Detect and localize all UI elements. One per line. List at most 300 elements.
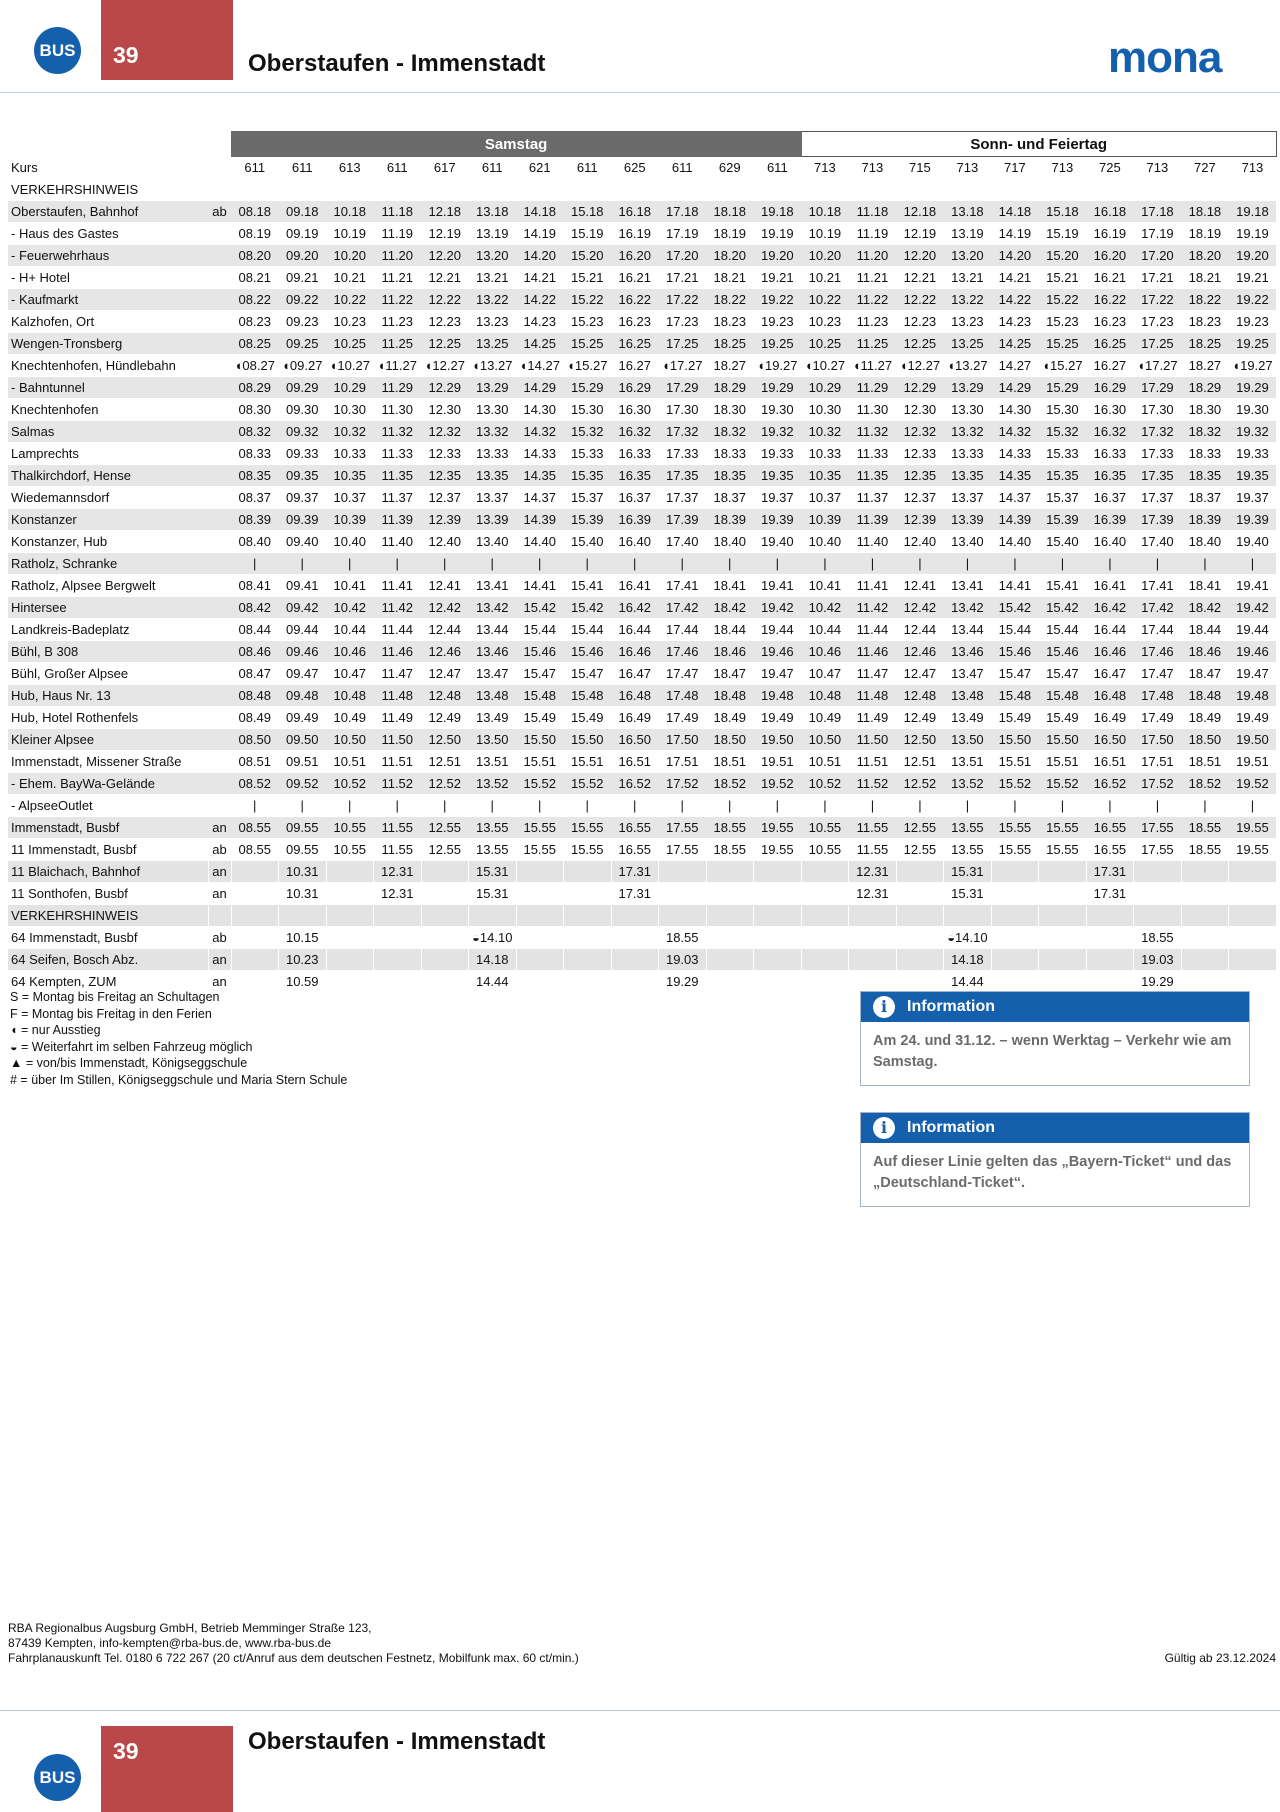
connection-time bbox=[231, 905, 279, 927]
departure-time: 13.37 bbox=[944, 487, 992, 509]
departure-time: 14.29 bbox=[516, 377, 564, 399]
departure-time: 11.37 bbox=[849, 487, 897, 509]
departure-time: 17.22 bbox=[659, 289, 707, 311]
departure-time: 10.55 bbox=[326, 817, 374, 839]
departure-time: 11.47 bbox=[374, 663, 422, 685]
ab-an-cell bbox=[208, 597, 231, 619]
departure-time: 11.32 bbox=[374, 421, 422, 443]
connection-time: 17.31 bbox=[1086, 861, 1134, 883]
departure-time: 15.47 bbox=[1039, 663, 1087, 685]
departure-time: 18.27 bbox=[706, 355, 754, 377]
departure-time: 10.42 bbox=[326, 597, 374, 619]
departure-time: 10.50 bbox=[801, 729, 849, 751]
stop-name: Ratholz, Alpsee Bergwelt bbox=[8, 575, 208, 597]
departure-time: 17.18 bbox=[1134, 201, 1182, 223]
kurs-number: 611 bbox=[374, 157, 422, 179]
departure-time: 15.42 bbox=[1039, 597, 1087, 619]
connection-time bbox=[801, 905, 849, 927]
departure-time: 15.29 bbox=[564, 377, 612, 399]
connection-time: 16.55 bbox=[1086, 839, 1134, 861]
verkehrshinweis-row bbox=[8, 179, 1276, 201]
ab-an-cell bbox=[208, 905, 231, 927]
legend-item: ▲ = von/bis Immenstadt, Königseggschule bbox=[10, 1056, 248, 1070]
info-text: Am 24. und 31.12. – wenn Werktag – Verkehr wie am Samstag. bbox=[873, 1033, 1232, 1070]
connection-time: 17.55 bbox=[1134, 839, 1182, 861]
connection-time bbox=[659, 861, 707, 883]
stop-row bbox=[8, 377, 1276, 399]
connection-time: 10.31 bbox=[279, 861, 327, 883]
departure-time: 09.52 bbox=[279, 773, 327, 795]
departure-time: 10.48 bbox=[326, 685, 374, 707]
departure-time: 15.25 bbox=[564, 333, 612, 355]
departure-time: 14.41 bbox=[991, 575, 1039, 597]
stop-name: Knechtenhofen bbox=[8, 399, 208, 421]
departure-time: 13.30 bbox=[944, 399, 992, 421]
departure-time: | bbox=[754, 795, 802, 817]
departure-time: 19.30 bbox=[754, 399, 802, 421]
departure-time: 13.52 bbox=[469, 773, 517, 795]
departure-time: 14.25 bbox=[991, 333, 1039, 355]
empty-cell bbox=[1181, 179, 1229, 201]
departure-time: 19.33 bbox=[1229, 443, 1277, 465]
departure-time: 16.40 bbox=[1086, 531, 1134, 553]
departure-time: 18.49 bbox=[706, 707, 754, 729]
departure-time: 12.35 bbox=[421, 465, 469, 487]
stop-row bbox=[8, 553, 1276, 575]
departure-time: 13.21 bbox=[469, 267, 517, 289]
departure-time: 09.23 bbox=[279, 311, 327, 333]
mona-logo: mona bbox=[1108, 33, 1222, 82]
departure-time: 16.25 bbox=[1086, 333, 1134, 355]
departure-time: 18.47 bbox=[706, 663, 754, 685]
departure-time: 17.37 bbox=[659, 487, 707, 509]
ab-an-cell bbox=[208, 487, 231, 509]
departure-time: | bbox=[516, 795, 564, 817]
departure-time: 17.33 bbox=[1134, 443, 1182, 465]
connection-time bbox=[1039, 971, 1087, 993]
departure-time: 15.23 bbox=[1039, 311, 1087, 333]
departure-time: 11.25 bbox=[849, 333, 897, 355]
departure-time: 16.19 bbox=[1086, 223, 1134, 245]
departure-time: 13.46 bbox=[944, 641, 992, 663]
stop-row bbox=[8, 465, 1276, 487]
connection-time bbox=[1039, 861, 1087, 883]
departure-time: ◖09.27 bbox=[279, 355, 327, 377]
departure-time: 17.25 bbox=[659, 333, 707, 355]
departure-time: 13.25 bbox=[469, 333, 517, 355]
empty-cell bbox=[564, 179, 612, 201]
connection-time: 18.55 bbox=[1181, 839, 1229, 861]
departure-time: 11.21 bbox=[374, 267, 422, 289]
departure-time: 10.41 bbox=[326, 575, 374, 597]
stop-row bbox=[8, 729, 1276, 751]
departure-time: 10.30 bbox=[326, 399, 374, 421]
departure-time: 11.29 bbox=[374, 377, 422, 399]
departure-time: 09.37 bbox=[279, 487, 327, 509]
departure-time: ◖12.27 bbox=[896, 355, 944, 377]
stop-row bbox=[8, 355, 1276, 377]
stop-name: Kalzhofen, Ort bbox=[8, 311, 208, 333]
connection-time bbox=[896, 905, 944, 927]
departure-time: 17.46 bbox=[1134, 641, 1182, 663]
departure-time: 17.55 bbox=[1134, 817, 1182, 839]
departure-time: 18.21 bbox=[1181, 267, 1229, 289]
departure-time: 10.52 bbox=[326, 773, 374, 795]
departure-time: 14.33 bbox=[516, 443, 564, 465]
departure-time: | bbox=[991, 795, 1039, 817]
departure-time: 15.46 bbox=[991, 641, 1039, 663]
departure-time: 12.52 bbox=[421, 773, 469, 795]
connection-time: 19.03 bbox=[1134, 949, 1182, 971]
connection-time bbox=[1181, 905, 1229, 927]
stop-name: Lamprechts bbox=[8, 443, 208, 465]
departure-time: 13.35 bbox=[944, 465, 992, 487]
departure-time: 11.30 bbox=[849, 399, 897, 421]
departure-time: 15.21 bbox=[564, 267, 612, 289]
departure-time: | bbox=[611, 553, 659, 575]
departure-time: 08.51 bbox=[231, 751, 279, 773]
empty-cell bbox=[1229, 179, 1277, 201]
departure-time: 15.46 bbox=[564, 641, 612, 663]
connection-time: 15.55 bbox=[516, 839, 564, 861]
departure-time: 18.33 bbox=[706, 443, 754, 465]
departure-time: 11.51 bbox=[849, 751, 897, 773]
ab-an-cell: an bbox=[208, 861, 231, 883]
connection-time bbox=[849, 927, 897, 949]
departure-time: 10.22 bbox=[801, 289, 849, 311]
departure-time: 16.37 bbox=[611, 487, 659, 509]
departure-time: 09.19 bbox=[279, 223, 327, 245]
departure-time: 17.42 bbox=[659, 597, 707, 619]
departure-time: 12.35 bbox=[896, 465, 944, 487]
connection-time: 18.55 bbox=[659, 927, 707, 949]
departure-time: 13.49 bbox=[944, 707, 992, 729]
departure-time: 18.35 bbox=[706, 465, 754, 487]
departure-time: 16.55 bbox=[1086, 817, 1134, 839]
departure-time: 18.52 bbox=[706, 773, 754, 795]
departure-time: 19.48 bbox=[1229, 685, 1277, 707]
connection-time bbox=[896, 883, 944, 905]
departure-time: 19.52 bbox=[754, 773, 802, 795]
connection-time bbox=[516, 905, 564, 927]
departure-time: 09.51 bbox=[279, 751, 327, 773]
departure-time: 10.49 bbox=[801, 707, 849, 729]
departure-time: 18.40 bbox=[1181, 531, 1229, 553]
departure-time: 17.46 bbox=[659, 641, 707, 663]
departure-time: 12.48 bbox=[421, 685, 469, 707]
departure-time: | bbox=[801, 553, 849, 575]
connection-time bbox=[564, 861, 612, 883]
kurs-number: 717 bbox=[991, 157, 1039, 179]
ab-an-cell bbox=[208, 377, 231, 399]
departure-time: ◖11.27 bbox=[374, 355, 422, 377]
departure-time: 17.49 bbox=[1134, 707, 1182, 729]
departure-time: 17.48 bbox=[659, 685, 707, 707]
connection-row bbox=[8, 927, 1276, 949]
departure-time: 12.49 bbox=[421, 707, 469, 729]
departure-time: 15.52 bbox=[564, 773, 612, 795]
stop-row bbox=[8, 685, 1276, 707]
departure-time: 10.20 bbox=[326, 245, 374, 267]
connection-time bbox=[516, 883, 564, 905]
departure-time: 12.20 bbox=[896, 245, 944, 267]
connection-time bbox=[706, 883, 754, 905]
stop-row bbox=[8, 421, 1276, 443]
departure-time: 13.47 bbox=[944, 663, 992, 685]
kurs-number: 713 bbox=[801, 157, 849, 179]
empty-cell bbox=[326, 179, 374, 201]
legend-item: # = über Im Stillen, Königseggschule und Maria Stern Schule bbox=[10, 1072, 348, 1087]
departure-time: 11.51 bbox=[374, 751, 422, 773]
connection-time bbox=[1039, 927, 1087, 949]
connection-time bbox=[754, 927, 802, 949]
stop-name: Immenstadt, Missener Straße bbox=[8, 751, 208, 773]
departure-time: 19.37 bbox=[1229, 487, 1277, 509]
departure-time: 12.47 bbox=[896, 663, 944, 685]
departure-time: 15.21 bbox=[1039, 267, 1087, 289]
departure-time: 19.21 bbox=[754, 267, 802, 289]
departure-time: 19.42 bbox=[1229, 597, 1277, 619]
departure-time: 13.23 bbox=[944, 311, 992, 333]
departure-time: 17.52 bbox=[1134, 773, 1182, 795]
departure-time: 10.50 bbox=[326, 729, 374, 751]
departure-time: 16.29 bbox=[1086, 377, 1134, 399]
departure-time: 18.33 bbox=[1181, 443, 1229, 465]
connection-time: 15.55 bbox=[564, 839, 612, 861]
departure-time: | bbox=[1086, 795, 1134, 817]
departure-time: 19.39 bbox=[1229, 509, 1277, 531]
ab-an-cell bbox=[208, 399, 231, 421]
connection-time bbox=[754, 949, 802, 971]
departure-time: | bbox=[421, 795, 469, 817]
departure-time: 12.18 bbox=[896, 201, 944, 223]
departure-time: 18.25 bbox=[706, 333, 754, 355]
departure-time: 18.29 bbox=[1181, 377, 1229, 399]
connection-time bbox=[326, 861, 374, 883]
departure-time: 16.32 bbox=[611, 421, 659, 443]
departure-time: 10.32 bbox=[326, 421, 374, 443]
departure-time: 16.35 bbox=[611, 465, 659, 487]
departure-time: 12.29 bbox=[421, 377, 469, 399]
departure-time: 19.37 bbox=[754, 487, 802, 509]
stop-row bbox=[8, 773, 1276, 795]
departure-time: 12.41 bbox=[896, 575, 944, 597]
footer-line: 87439 Kempten, info-kempten@rba-bus.de, www.rba-bus.de bbox=[8, 1636, 332, 1650]
connection-time bbox=[1229, 905, 1277, 927]
stop-row bbox=[8, 399, 1276, 421]
empty-cell bbox=[944, 179, 992, 201]
line-number-badge bbox=[101, 1726, 233, 1812]
departure-time: 10.51 bbox=[326, 751, 374, 773]
departure-time: 19.47 bbox=[1229, 663, 1277, 685]
departure-time: 15.22 bbox=[564, 289, 612, 311]
stop-name: - H+ Hotel bbox=[8, 267, 208, 289]
ab-an-cell bbox=[208, 421, 231, 443]
ab-an-cell bbox=[208, 289, 231, 311]
departure-time: 19.55 bbox=[754, 817, 802, 839]
kurs-row bbox=[8, 157, 1276, 179]
departure-time: 16.55 bbox=[611, 817, 659, 839]
departure-time: 08.21 bbox=[231, 267, 279, 289]
departure-time: 19.50 bbox=[754, 729, 802, 751]
kurs-number: 611 bbox=[754, 157, 802, 179]
departure-time: 12.52 bbox=[896, 773, 944, 795]
departure-time: 11.55 bbox=[849, 817, 897, 839]
departure-time: 14.30 bbox=[516, 399, 564, 421]
departure-time: 19.42 bbox=[754, 597, 802, 619]
departure-time: 15.18 bbox=[1039, 201, 1087, 223]
departure-time: 16.51 bbox=[1086, 751, 1134, 773]
departure-time: 13.44 bbox=[944, 619, 992, 641]
departure-time: | bbox=[469, 553, 517, 575]
connection-time: 10.55 bbox=[801, 839, 849, 861]
departure-time: 09.48 bbox=[279, 685, 327, 707]
departure-time: 11.41 bbox=[374, 575, 422, 597]
departure-time: 11.32 bbox=[849, 421, 897, 443]
bus-icon: BUS bbox=[34, 27, 81, 74]
ab-an-cell bbox=[208, 575, 231, 597]
kurs-number: 611 bbox=[279, 157, 327, 179]
departure-time: 17.40 bbox=[659, 531, 707, 553]
connection-time bbox=[991, 861, 1039, 883]
departure-time: 17.25 bbox=[1134, 333, 1182, 355]
departure-time: 08.20 bbox=[231, 245, 279, 267]
departure-time: 12.18 bbox=[421, 201, 469, 223]
connection-stop-name: 64 Kempten, ZUM bbox=[8, 971, 208, 993]
departure-time: 15.55 bbox=[1039, 817, 1087, 839]
connection-time: 16.55 bbox=[611, 839, 659, 861]
departure-time: 15.19 bbox=[564, 223, 612, 245]
verkehrshinweis-label: VERKEHRSHINWEIS bbox=[8, 179, 208, 201]
ab-an-cell bbox=[208, 311, 231, 333]
departure-time: 18.39 bbox=[1181, 509, 1229, 531]
departure-time: 08.29 bbox=[231, 377, 279, 399]
connection-time: 12.55 bbox=[421, 839, 469, 861]
departure-time: 09.29 bbox=[279, 377, 327, 399]
departure-time: 10.41 bbox=[801, 575, 849, 597]
departure-time: | bbox=[469, 795, 517, 817]
connection-row bbox=[8, 905, 1276, 927]
stop-row bbox=[8, 575, 1276, 597]
departure-time: 17.19 bbox=[659, 223, 707, 245]
connection-time: 17.55 bbox=[659, 839, 707, 861]
departure-time: 13.39 bbox=[469, 509, 517, 531]
kurs-number: 713 bbox=[944, 157, 992, 179]
departure-time: 15.23 bbox=[564, 311, 612, 333]
departure-time: | bbox=[1039, 795, 1087, 817]
kurs-number: 713 bbox=[1229, 157, 1277, 179]
departure-time: 09.44 bbox=[279, 619, 327, 641]
line-number: 39 bbox=[113, 42, 139, 68]
departure-time: 12.21 bbox=[421, 267, 469, 289]
departure-time: 11.33 bbox=[374, 443, 422, 465]
departure-time: 12.37 bbox=[421, 487, 469, 509]
connection-time bbox=[659, 905, 707, 927]
departure-time: 10.33 bbox=[801, 443, 849, 465]
departure-time: 17.23 bbox=[1134, 311, 1182, 333]
connection-time bbox=[991, 949, 1039, 971]
departure-time: 15.20 bbox=[1039, 245, 1087, 267]
empty-cell bbox=[231, 179, 279, 201]
departure-time: ◖08.27 bbox=[231, 355, 279, 377]
departure-time: 08.37 bbox=[231, 487, 279, 509]
departure-time: 16.41 bbox=[1086, 575, 1134, 597]
connection-time: 12.31 bbox=[849, 861, 897, 883]
departure-time: 19.29 bbox=[754, 377, 802, 399]
departure-time: 11.33 bbox=[849, 443, 897, 465]
connection-time: 12.31 bbox=[849, 883, 897, 905]
connection-time: 14.44 bbox=[469, 971, 517, 993]
stop-name: Bühl, B 308 bbox=[8, 641, 208, 663]
connection-time bbox=[326, 949, 374, 971]
departure-time: 11.44 bbox=[374, 619, 422, 641]
departure-time: 15.52 bbox=[516, 773, 564, 795]
departure-time: 15.48 bbox=[1039, 685, 1087, 707]
departure-time: 10.55 bbox=[801, 817, 849, 839]
kurs-label: Kurs bbox=[8, 157, 208, 179]
stop-row bbox=[8, 641, 1276, 663]
departure-time: 16.39 bbox=[1086, 509, 1134, 531]
departure-time: 10.47 bbox=[801, 663, 849, 685]
departure-time: 19.29 bbox=[1229, 377, 1277, 399]
stop-row bbox=[8, 597, 1276, 619]
departure-time: 14.37 bbox=[991, 487, 1039, 509]
departure-time: 11.40 bbox=[374, 531, 422, 553]
departure-time: 15.18 bbox=[564, 201, 612, 223]
connection-time bbox=[1134, 905, 1182, 927]
valid-from: Gültig ab 23.12.2024 bbox=[1164, 1651, 1276, 1665]
departure-time: 14.37 bbox=[516, 487, 564, 509]
connection-time bbox=[564, 971, 612, 993]
departure-time: 11.22 bbox=[849, 289, 897, 311]
stop-row bbox=[8, 707, 1276, 729]
connection-time bbox=[1181, 927, 1229, 949]
connection-time bbox=[421, 905, 469, 927]
connection-time bbox=[991, 927, 1039, 949]
stop-name: Wengen-Tronsberg bbox=[8, 333, 208, 355]
departure-time: 09.41 bbox=[279, 575, 327, 597]
departure-time: 12.30 bbox=[421, 399, 469, 421]
departure-time: ◖19.27 bbox=[1229, 355, 1277, 377]
kurs-number: 611 bbox=[659, 157, 707, 179]
departure-time: 12.23 bbox=[421, 311, 469, 333]
connection-time bbox=[1229, 883, 1277, 905]
departure-time: ◖14.27 bbox=[516, 355, 564, 377]
departure-time: 19.32 bbox=[754, 421, 802, 443]
departure-time: 12.40 bbox=[421, 531, 469, 553]
connection-time: 19.29 bbox=[1134, 971, 1182, 993]
departure-time: 14.35 bbox=[991, 465, 1039, 487]
departure-time: 17.19 bbox=[1134, 223, 1182, 245]
connection-time bbox=[231, 883, 279, 905]
departure-time: 13.33 bbox=[944, 443, 992, 465]
connection-time: 12.31 bbox=[374, 861, 422, 883]
departure-time: 09.32 bbox=[279, 421, 327, 443]
connection-stop-name: 64 Immenstadt, Busbf bbox=[8, 927, 208, 949]
departure-time: 15.49 bbox=[516, 707, 564, 729]
departure-time: 17.51 bbox=[659, 751, 707, 773]
operator-footer bbox=[8, 1621, 579, 1666]
departure-time: 15.30 bbox=[1039, 399, 1087, 421]
departure-time: 14.41 bbox=[516, 575, 564, 597]
departure-time: 11.49 bbox=[374, 707, 422, 729]
connection-time: 10.31 bbox=[279, 883, 327, 905]
ab-an-cell bbox=[208, 509, 231, 531]
departure-time: 13.20 bbox=[469, 245, 517, 267]
connection-time bbox=[991, 971, 1039, 993]
connection-time bbox=[1181, 949, 1229, 971]
departure-time: 11.29 bbox=[849, 377, 897, 399]
